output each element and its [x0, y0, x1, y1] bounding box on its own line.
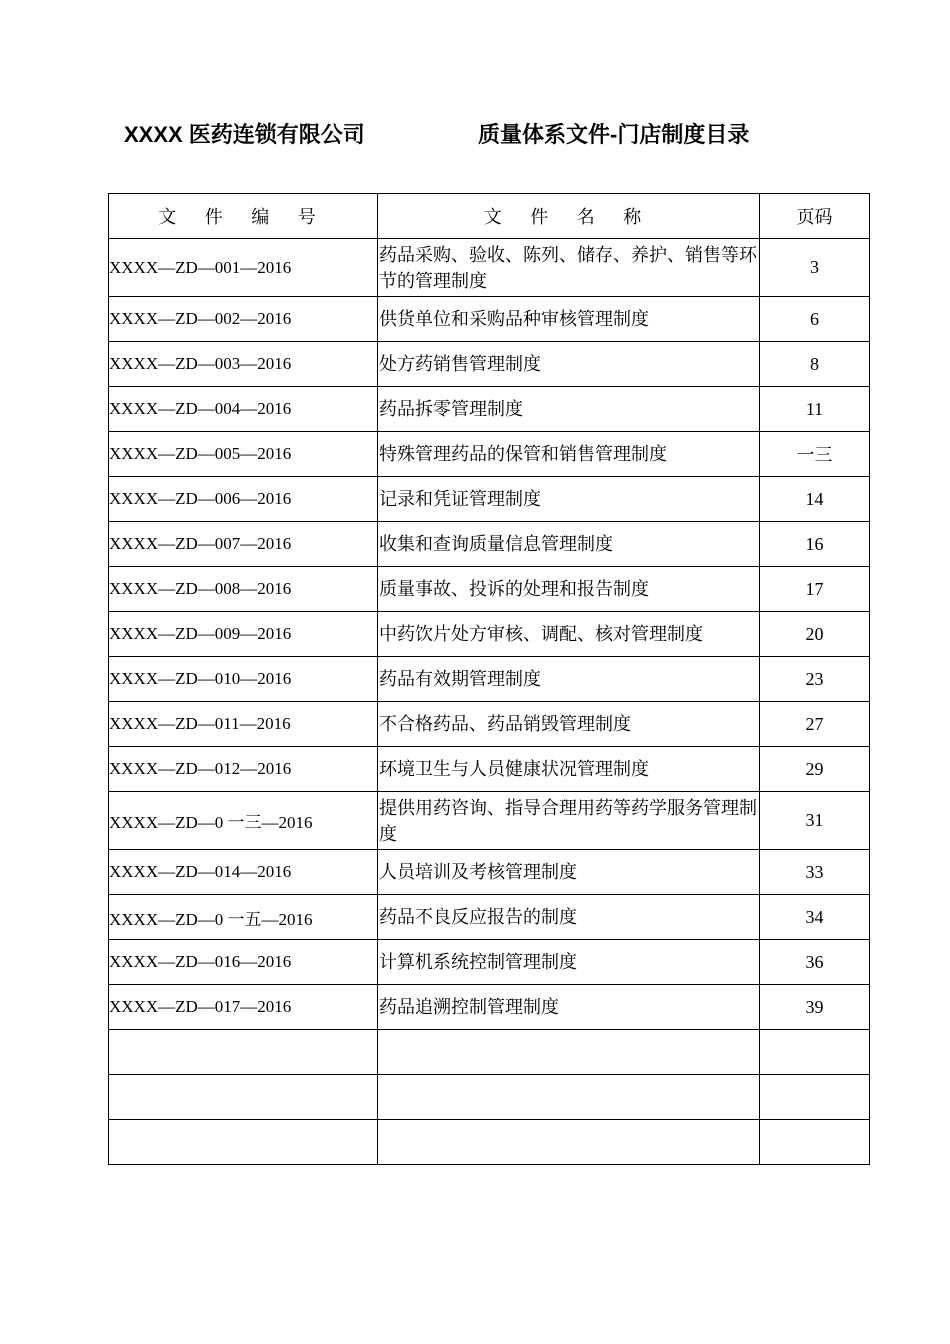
- page-number-cell: 20: [760, 612, 870, 657]
- company-name: XXXX 医药连锁有限公司: [124, 122, 365, 147]
- table-row: [109, 702, 870, 747]
- document-name-cell: 供货单位和采购品种审核管理制度: [378, 297, 760, 342]
- table-row: [109, 792, 870, 850]
- document-code-cell: XXXX—ZD—014—2016: [109, 850, 378, 895]
- page-number-cell: 3: [760, 239, 870, 297]
- table-row: [109, 850, 870, 895]
- table-row: [109, 985, 870, 1030]
- empty-cell: [378, 1030, 760, 1075]
- page-number-cell: 6: [760, 297, 870, 342]
- table-row: [109, 239, 870, 297]
- page-number-cell: 23: [760, 657, 870, 702]
- page-number-cell: 29: [760, 747, 870, 792]
- document-code-cell: XXXX—ZD—0 一五—2016: [109, 895, 378, 940]
- document-code-cell: XXXX—ZD—009—2016: [109, 612, 378, 657]
- column-header-name: 文 件 名 称: [378, 194, 760, 239]
- document-name-cell: 药品追溯控制管理制度: [378, 985, 760, 1030]
- document-code-cell: XXXX—ZD—008—2016: [109, 567, 378, 612]
- empty-cell: [109, 1075, 378, 1120]
- document-name-cell: 提供用药咨询、指导合理用药等药学服务管理制度: [378, 792, 760, 850]
- document-title: 质量体系文件-门店制度目录: [478, 122, 750, 147]
- table-row: [109, 477, 870, 522]
- document-name-cell: 药品不良反应报告的制度: [378, 895, 760, 940]
- document-code-cell: XXXX—ZD—010—2016: [109, 657, 378, 702]
- table-row: [109, 432, 870, 477]
- empty-cell: [109, 1030, 378, 1075]
- toc-table: [108, 193, 870, 1165]
- document-code-cell: XXXX—ZD—007—2016: [109, 522, 378, 567]
- document-code-cell: XXXX—ZD—0 一三—2016: [109, 792, 378, 850]
- document-name-cell: 记录和凭证管理制度: [378, 477, 760, 522]
- page-number-cell: 14: [760, 477, 870, 522]
- document-name-cell: 处方药销售管理制度: [378, 342, 760, 387]
- table-row: [109, 342, 870, 387]
- page-number-cell: 17: [760, 567, 870, 612]
- page-number-cell: 11: [760, 387, 870, 432]
- document-name-cell: 特殊管理药品的保管和销售管理制度: [378, 432, 760, 477]
- table-row: [109, 387, 870, 432]
- table-row: [109, 612, 870, 657]
- table-row: [109, 895, 870, 940]
- document-code-cell: XXXX—ZD—002—2016: [109, 297, 378, 342]
- document-name-cell: 中药饮片处方审核、调配、核对管理制度: [378, 612, 760, 657]
- document-name-cell: 环境卫生与人员健康状况管理制度: [378, 747, 760, 792]
- document-code-cell: XXXX—ZD—016—2016: [109, 940, 378, 985]
- document-name-cell: 药品拆零管理制度: [378, 387, 760, 432]
- table-row: [109, 522, 870, 567]
- page-number-cell: 16: [760, 522, 870, 567]
- document-code-cell: XXXX—ZD—005—2016: [109, 432, 378, 477]
- document-name-cell: 人员培训及考核管理制度: [378, 850, 760, 895]
- empty-table-row: [109, 1075, 870, 1120]
- table-header-row: [109, 194, 870, 239]
- document-code-cell: XXXX—ZD—001—2016: [109, 239, 378, 297]
- table-body: [109, 239, 870, 1165]
- document-name-cell: 药品采购、验收、陈列、储存、养护、销售等环节的管理制度: [378, 239, 760, 297]
- page-number-cell: 39: [760, 985, 870, 1030]
- document-name-cell: 不合格药品、药品销毁管理制度: [378, 702, 760, 747]
- page-number-cell: 31: [760, 792, 870, 850]
- page-number-cell: 36: [760, 940, 870, 985]
- document-name-cell: 药品有效期管理制度: [378, 657, 760, 702]
- column-header-code: 文 件 编 号: [109, 194, 378, 239]
- document-code-cell: XXXX—ZD—012—2016: [109, 747, 378, 792]
- empty-cell: [378, 1075, 760, 1120]
- empty-cell: [378, 1120, 760, 1165]
- page-number-cell: 一三: [760, 432, 870, 477]
- table-row: [109, 567, 870, 612]
- column-header-page: 页码: [760, 194, 870, 239]
- table-row: [109, 940, 870, 985]
- document-header: [0, 114, 950, 150]
- empty-cell: [760, 1030, 870, 1075]
- empty-table-row: [109, 1030, 870, 1075]
- page-number-cell: 8: [760, 342, 870, 387]
- page-number-cell: 27: [760, 702, 870, 747]
- empty-cell: [760, 1120, 870, 1165]
- document-code-cell: XXXX—ZD—004—2016: [109, 387, 378, 432]
- document-code-cell: XXXX—ZD—003—2016: [109, 342, 378, 387]
- empty-cell: [109, 1120, 378, 1165]
- document-name-cell: 计算机系统控制管理制度: [378, 940, 760, 985]
- table-row: [109, 657, 870, 702]
- document-name-cell: 质量事故、投诉的处理和报告制度: [378, 567, 760, 612]
- table-row: [109, 747, 870, 792]
- document-name-cell: 收集和查询质量信息管理制度: [378, 522, 760, 567]
- document-code-cell: XXXX—ZD—006—2016: [109, 477, 378, 522]
- document-code-cell: XXXX—ZD—017—2016: [109, 985, 378, 1030]
- page-number-cell: 34: [760, 895, 870, 940]
- empty-cell: [760, 1075, 870, 1120]
- empty-table-row: [109, 1120, 870, 1165]
- table-row: [109, 297, 870, 342]
- document-code-cell: XXXX—ZD—011—2016: [109, 702, 378, 747]
- page-number-cell: 33: [760, 850, 870, 895]
